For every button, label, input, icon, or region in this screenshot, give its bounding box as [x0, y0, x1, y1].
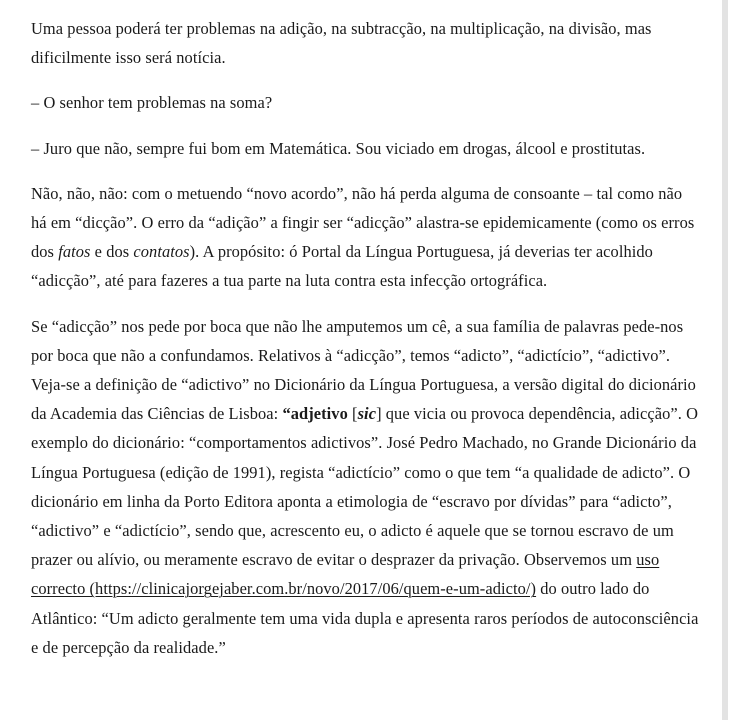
vertical-scrollbar-track[interactable] — [722, 0, 736, 720]
paragraph-familia-de-palavras — [31, 312, 700, 662]
paragraph-familia-text-2: [ — [347, 404, 358, 424]
link-uso-correcto[interactable]: uso correcto (https://clinicajorgejaber.com.br/novo/2017/06/quem-e-um-adicto/) — [31, 550, 660, 599]
paragraph-familia-text-1: Se “adicção” nos pede por boca que não lhe amputemos um cê, a sua família de palavras pede-nos por boca que não a confundamos. Relativos à “adicção”, temos “adicto”, “adictício”, “adictivo”. Veja-se a definição de “adictivo” no Dicionário da Língua Portuguesa, a versão digital do dicionário da Academia das Ciências de Lisboa: — [31, 316, 696, 424]
paragraph-novo-acordo-text-1: Não, não, não: com o metuendo “novo acordo”, não há perda alguma de consoante – tal como não há em “dicção”. O erro da “adição” a fingir ser “adicção” alastra-se epidemicamente (como os erros dos — [31, 183, 695, 262]
paragraph-familia-text-3: ] que vicia ou provoca dependência, adicção”. O exemplo do dicionário: “comportamentos adictivos”. José Pedro Machado, no Grande Dicionário da Língua Portuguesa (edição de 1991), regista “adictício” como o que tem “a qualidade de adicto”. O dicionário em linha da Porto Editora aponta a etimologia de “escravo por dívidas” para “adicto”, “adictivo” e “adictício”, sendo que, acrescento eu, o adicto é aquele que se tornou escravo de um prazer ou alívio, ou meramente escravo de evitar o desprazer da privação. Observemos um — [31, 404, 699, 570]
emphasis-contatos: contatos — [133, 242, 190, 262]
paragraph-intro-adicao: Uma pessoa poderá ter problemas na adição, na subtracção, na multiplicação, na divisão, mas dificilmente isso será notícia. — [31, 19, 652, 68]
emphasis-fatos: fatos — [58, 242, 91, 262]
paragraph-familia-text-4: do outro lado do Atlântico: “Um adicto geralmente tem uma vida dupla e apresenta raros períodos de autoconsciência e de percepção da realidade.” — [31, 579, 699, 657]
paragraph-novo-acordo-text-3: ). A propósito: ó Portal da Língua Portuguesa, já deverias ter acolhido “adicção”, até para fazeres a tua parte na luta contra esta infecção ortográfica. — [31, 242, 653, 291]
emphasis-adjetivo: “adjetivo — [282, 404, 348, 424]
vertical-scrollbar-thumb[interactable] — [722, 0, 728, 720]
paragraph-novo-acordo-text-2: e dos — [90, 242, 134, 262]
paragraph-dialogue-question: – O senhor tem problemas na soma? — [31, 93, 273, 113]
emphasis-sic: sic — [357, 404, 377, 424]
paragraph-novo-acordo — [31, 179, 700, 296]
paragraph-dialogue-answer: – Juro que não, sempre fui bom em Matemática. Sou viciado em drogas, álcool e prostitutas. — [31, 138, 646, 158]
